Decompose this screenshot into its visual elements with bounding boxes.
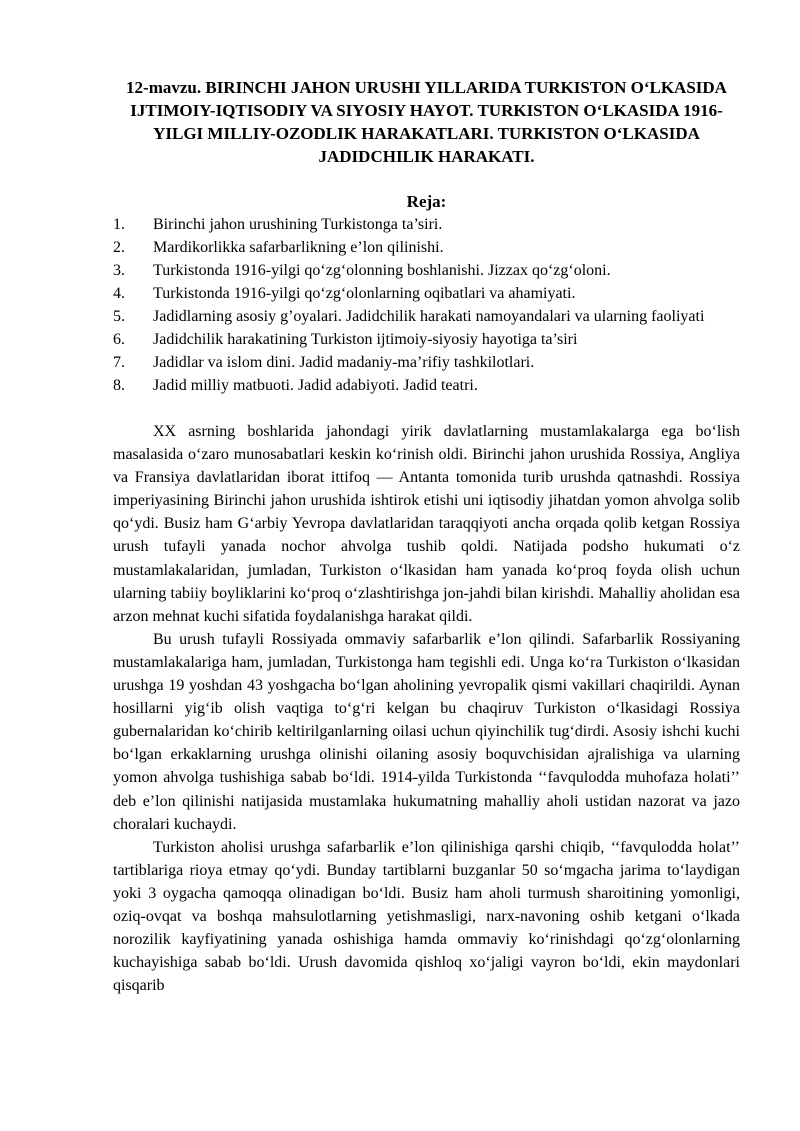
plan-item-number: 2. <box>113 239 125 256</box>
plan-item-text: Turkistonda 1916-yilgi qo‘zg‘olonning boshlanishi. Jizzax qo‘zg‘oloni. <box>153 262 611 279</box>
plan-item-text: Jadidchilik harakatining Turkiston ijtimoiy-siyosiy hayotiga ta’siri <box>153 331 578 348</box>
plan-list <box>113 213 740 397</box>
body-paragraph: Bu urush tufayli Rossiyada ommaviy safarbarlik e’lon qilindi. Safarbarlik Rossiyaning mustamlakalariga ham, jumladan, Turkistonga ham tegishli edi. Unga ko‘ra Turkiston o‘lkasidan urushga 19 yoshdan 43 yoshgacha bo‘lgan aholining yevropalik qismi vakillari chaqirildi. Aynan hosillarni yig‘ib olish vaqtiga to‘g‘ri kelgan bu chaqiruv Turkiston o‘lkasidagi Rossiya gubernalaridan ko‘chirib keltirilganlarning oilasi uchun qiyinchilik tug‘dirdi. Asosiy ishchi kuchi bo‘lgan erkaklarning urushga olinishi oilaning asosiy boquvchisidan ajralishiga va ularning yomon ahvolga tushishiga sabab bo‘ldi. 1914-yilda Turkistonda ‘‘favqulodda muhofaza holati’’ deb e’lon qilinishi natijasida mustamlaka hukumatning mahalliy aholi ustidan nazorat va jazo choralari kuchaydi. <box>113 630 740 833</box>
document-title: 12-mavzu. BIRINCHI JAHON URUSHI YILLARIDA TURKISTON O‘LKASIDA IJTIMOIY-IQTISODIY VA SIYOSIY HAYOT. TURKISTON O‘LKASIDA 1916-YILGI MILLIY-OZODLIK HARAKATLARI. TURKISTON O‘LKASIDA JADIDCHILIK HARAKATI. <box>126 78 727 166</box>
plan-item <box>113 305 740 328</box>
plan-item-number: 7. <box>113 354 125 371</box>
plan-item-number: 5. <box>113 308 125 325</box>
plan-item <box>113 236 740 259</box>
plan-heading: Reja: <box>406 192 447 211</box>
plan-item <box>113 259 740 282</box>
plan-item <box>113 213 740 236</box>
body-text <box>113 420 740 997</box>
plan-item-text: Jadid milliy matbuoti. Jadid adabiyoti. Jadid teatri. <box>153 377 478 394</box>
plan-item-text: Turkistonda 1916-yilgi qo‘zg‘olonlarning oqibatlari va ahamiyati. <box>153 285 576 302</box>
plan-item-text: Birinchi jahon urushining Turkistonga ta’siri. <box>153 216 443 233</box>
plan-item-number: 3. <box>113 262 125 279</box>
plan-item <box>113 374 740 397</box>
plan-item-text: Jadidlar va islom dini. Jadid madaniy-ma’rifiy tashkilotlari. <box>153 354 535 371</box>
document-page <box>113 76 740 997</box>
plan-item <box>113 351 740 374</box>
plan-item-number: 6. <box>113 331 125 348</box>
body-paragraph: XX asrning boshlarida jahondagi yirik davlatlarning mustamlakalarga ega bo‘lish masalasida o‘zaro munosabatlari keskin ko‘rinish oldi. Birinchi jahon urushida Rossiya, Angliya va Fransiya davlatlaridan iborat ittifoq — Antanta tomonida turib urushda qatnashdi. Rossiya imperiyasining Birinchi jahon urushida ishtirok etishi uni iqtisodiy jihatdan yomon ahvolga solib qo‘ydi. Busiz ham G‘arbiy Yevropa davlatlaridan taraqqiyoti ancha orqada qolib ketgan Rossiya urush tufayli yanada nochor ahvolga tushib qoldi. Natijada podsho hukumati o‘z mustamlakalaridan, jumladan, Turkiston o‘lkasidan ham yanada ko‘proq foyda olish uchun ularning tabiiy boyliklarini ko‘proq o‘zlashtirishga jon-jahdi bilan kirishdi. Mahalliy aholidan esa arzon mehnat kuchi sifatida foydalanishga harakat qildi. <box>113 423 740 625</box>
plan-item-text: Mardikorlikka safarbarlikning e’lon qilinishi. <box>153 239 444 256</box>
body-paragraph: Turkiston aholisi urushga safarbarlik e’lon qilinishiga qarshi chiqib, ‘‘favqulodda holat’’ tartiblariga rioya etmay qo‘ydi. Bunday tartiblarni buzganlar 50 so‘mgacha jarima to‘laydigan yoki 3 oygacha qamoqqa olinadigan bo‘ldi. Busiz ham aholi turmush sharoitining yomonligi, oziq-ovqat va boshqa mahsulotlarning yetishmasligi, narx-navoning oshib ketgani o‘lkada norozilik kayfiyatining yanada oshishiga hamda ommaviy ko‘rinishdagi qo‘zg‘olonlarning kuchayishiga sabab bo‘ldi. Urush davomida qishloq xo‘jaligi vayron bo‘ldi, ekin maydonlari qisqarib <box>113 838 740 995</box>
plan-item-number: 4. <box>113 285 125 302</box>
plan-item-number: 1. <box>113 216 125 233</box>
plan-item-text: Jadidlarning asosiy g’oyalari. Jadidchilik harakati namoyandalari va ularning faoliyati <box>153 308 705 325</box>
plan-item <box>113 282 740 305</box>
plan-item-number: 8. <box>113 377 125 394</box>
plan-item <box>113 328 740 351</box>
